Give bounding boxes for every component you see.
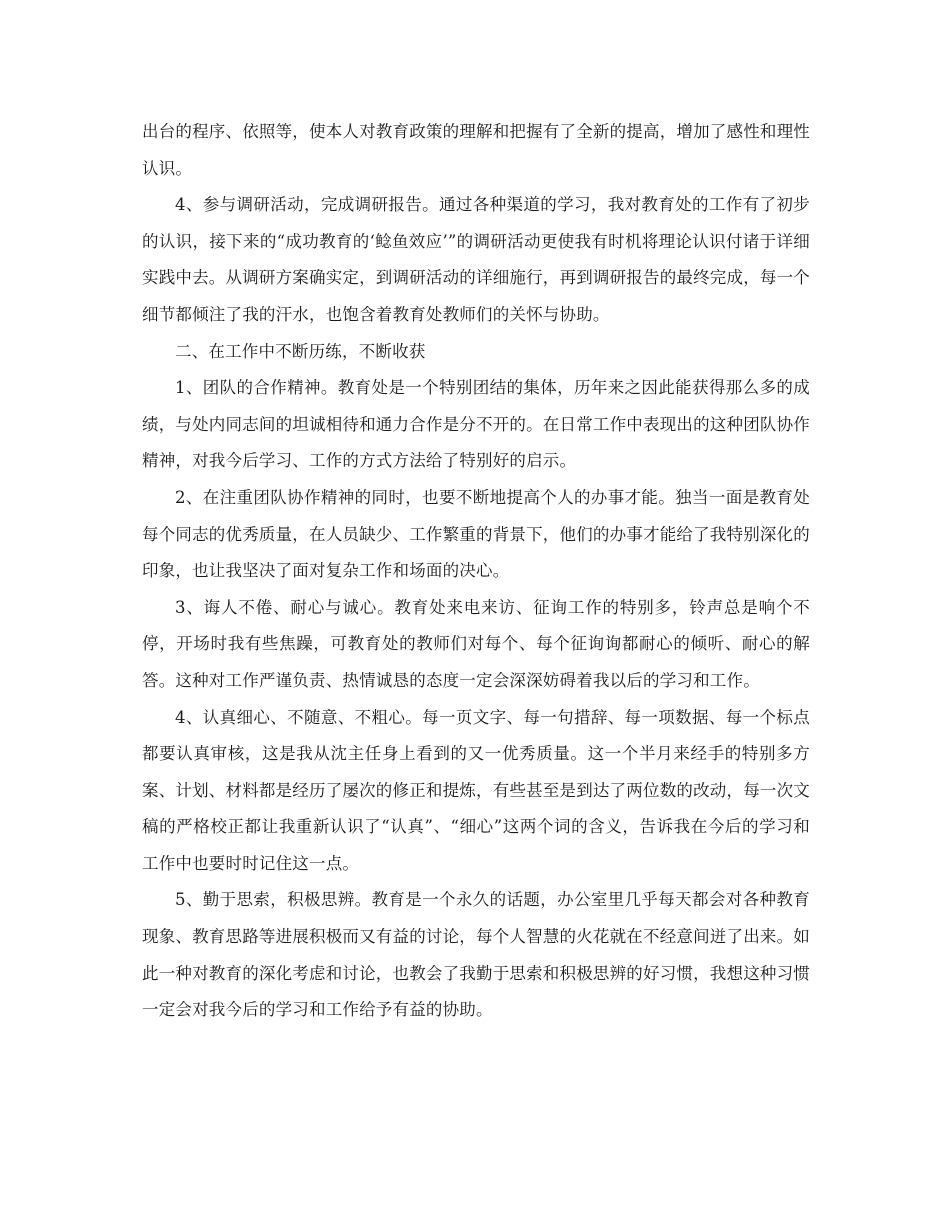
paragraph-item-4-careful: 4、认真细心、不随意、不粗心。每一页文字、每一句措辞、每一项数据、每一个标点都要认真审核，这是我从沈主任身上看到的又一优秀质量。这一个半月来经手的特别多方案、计划、材料都是经历了屡次的修正和提炼，有些甚至是到达了两位数的改动，每一次文稿的严格校正都让我重新认识了“认真”、“细心”这两个词的含义，告诉我在今后的学习和工作中也要时时记住这一点。 xyxy=(142,707,810,873)
document-body xyxy=(142,114,810,1029)
paragraph-item-5-thinking: 5、勤于思索，积极思辨。教育是一个永久的话题，办公室里几乎每天都会对各种教育现象、教育思路等进展积极而又有益的讨论，每个人智慧的火花就在不经意间迸了出来。如此一种对教育的深化考虑和讨论，也教会了我勤于思索和积极思辨的好习惯，我想这种习惯一定会对我今后的学习和工作给予有益的协助。 xyxy=(142,890,810,1020)
paragraph-item-2-ability: 2、在注重团队协作精神的同时，也要不断地提高个人的办事才能。独当一面是教育处每个同志的优秀质量，在人员缺少、工作繁重的背景下，他们的办事才能给了我特别深化的印象，也让我坚决了面对复杂工作和场面的决心。 xyxy=(142,487,810,581)
paragraph-item-1-teamwork: 1、团队的合作精神。教育处是一个特别团结的集体，历年来之因此能获得那么多的成绩，与处内同志间的坦诚相待和通力合作是分不开的。在日常工作中表现出的这种团队协作精神，对我今后学习、工作的方式方法给了特别好的启示。 xyxy=(142,378,810,471)
paragraph-item-4-research: 4、参与调研活动，完成调研报告。通过各种渠道的学习，我对教育处的工作有了初步的认识，接下来的“成功教育的‘鲶鱼效应’”的调研活动更使我有时机将理论认识付诸于详细实践中去。从调研方案确实定，到调研活动的详细施行，再到调研报告的最终完成，每一个细节都倾注了我的汗水，也饱含着教育处教师们的关怀与协助。 xyxy=(142,195,810,324)
paragraph-continuation: 出台的程序、依照等，使本人对教育政策的理解和把握有了全新的提高，增加了感性和理性认识。 xyxy=(142,122,810,178)
section-heading-2: 二、在工作中不断历练，不断收获 xyxy=(175,341,426,361)
paragraph-item-3-patience: 3、诲人不倦、耐心与诚心。教育处来电来访、征询工作的特别多，铃声总是响个不停，开场时我有些焦躁，可教育处的教师们对每个、每个征询询都耐心的倾听、耐心的解答。这种对工作严谨负责、热情诚恳的态度一定会深深妨碍着我以后的学习和工作。 xyxy=(142,597,810,690)
